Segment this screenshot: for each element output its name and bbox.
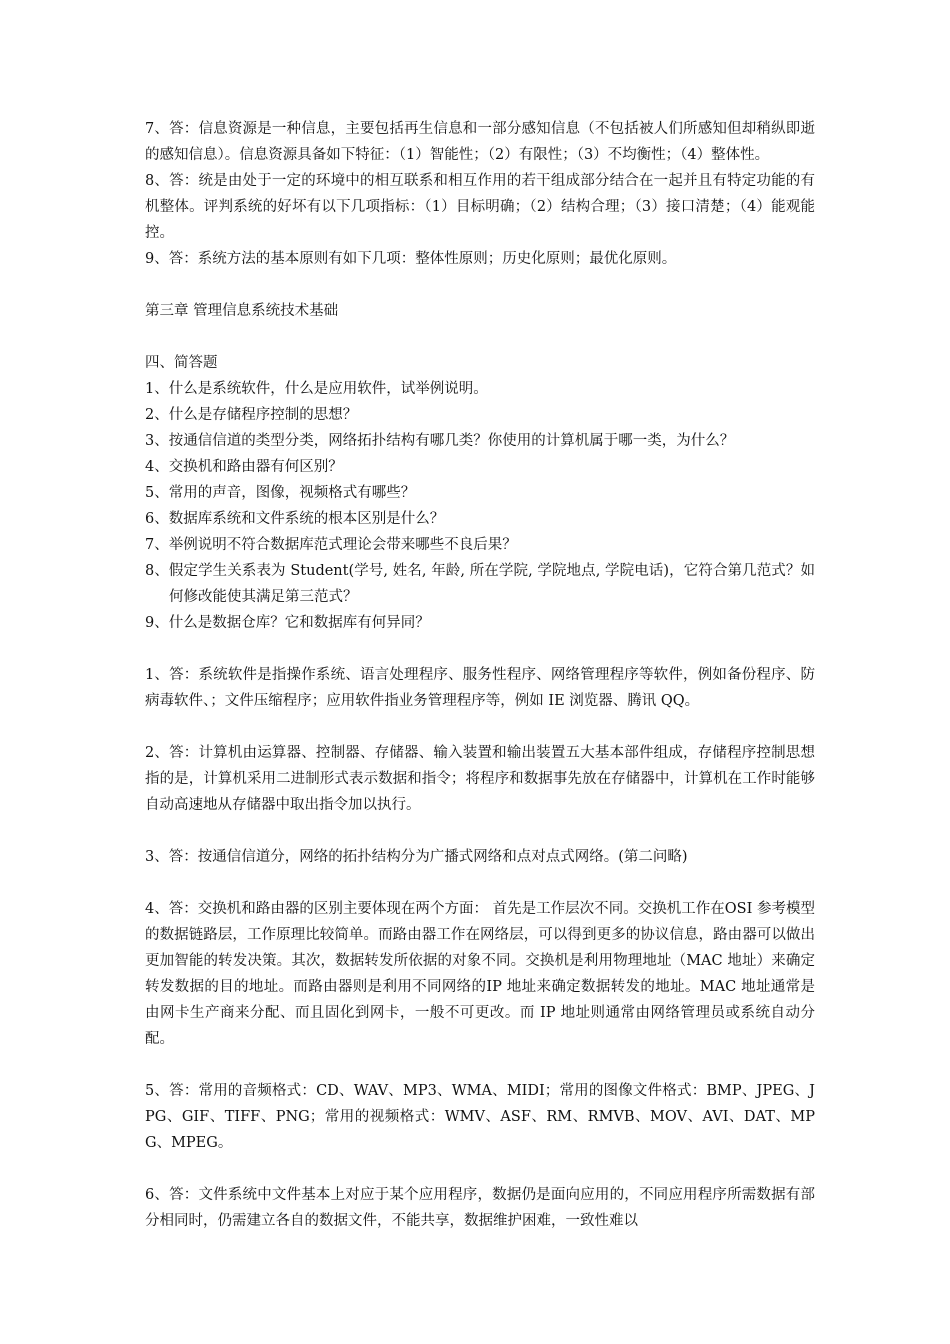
question-9: 9、什么是数据仓库？它和数据库有何异同？ xyxy=(145,615,430,631)
spacer xyxy=(145,870,815,896)
answer-5: 5、答：常用的音频格式：CD、WAV、MP3、WMA、MIDI；常用的图像文件格式：BMP、JPEG、JPG、GIF、TIFF、PNG；常用的视频格式：WMV、ASF、RM、RMVB、MOV、AVI、DAT、MPG、MPEG。 xyxy=(145,1083,815,1151)
chapter-title: 第三章 管理信息系统技术基础 xyxy=(145,303,339,319)
spacer xyxy=(145,324,815,350)
question-5: 5、常用的声音，图像，视频格式有哪些？ xyxy=(145,485,416,501)
answer-2: 2、答：计算机由运算器、控制器、存储器、输入装置和输出装置五大基本部件组成，存储程序控制思想指的是，计算机采用二进制形式表示数据和指令；将程序和数据事先放在存储器中，计算机在工作时能够自动高速地从存储器中取出指令加以执行。 xyxy=(145,745,815,813)
question-4: 4、交换机和路由器有何区别？ xyxy=(145,459,343,475)
spacer xyxy=(145,1156,815,1182)
answer-1: 1、答：系统软件是指操作系统、语言处理程序、服务性程序、网络管理程序等软件，例如备份程序、防病毒软件、；文件压缩程序；应用软件指业务管理程序等，例如 IE 浏览器、腾讯 QQ。 xyxy=(145,667,815,709)
question-6: 6、数据库系统和文件系统的根本区别是什么？ xyxy=(145,511,445,527)
question-2: 2、什么是存储程序控制的思想？ xyxy=(145,407,358,423)
spacer xyxy=(145,818,815,844)
question-3: 3、按通信信道的类型分类，网络拓扑结构有哪几类？你使用的计算机属于哪一类，为什么？ xyxy=(145,433,735,449)
spacer xyxy=(145,714,815,740)
question-8: 8、假定学生关系表为 Student(学号, 姓名, 年龄, 所在学院, 学院地点, 学院电话)，它符合第几范式？如何修改能使其满足第三范式？ xyxy=(145,563,815,605)
answer-7: 7、答：信息资源是一种信息，主要包括再生信息和一部分感知信息（不包括被人们所感知但却稍纵即逝的感知信息）。信息资源具备如下特征：（1）智能性；（2）有限性；（3）不均衡性；（4）整体性。 xyxy=(145,121,815,163)
answer-3: 3、答：按通信信道分，网络的拓扑结构分为广播式网络和点对点式网络。(第二问略) xyxy=(145,849,688,865)
question-7: 7、举例说明不符合数据库范式理论会带来哪些不良后果？ xyxy=(145,537,517,553)
section-title: 四、简答题 xyxy=(145,355,218,371)
spacer xyxy=(145,1052,815,1078)
answer-8: 8、答：统是由处于一定的环境中的相互联系和相互作用的若干组成部分结合在一起并且有特定功能的有机整体。评判系统的好坏有以下几项指标：（1）目标明确；（2）结构合理；（3）接口清楚；（4）能观能控。 xyxy=(145,173,815,241)
answer-9: 9、答：系统方法的基本原则有如下几项：整体性原则；历史化原则；最优化原则。 xyxy=(145,251,677,267)
answer-4: 4、答：交换机和路由器的区别主要体现在两个方面： 首先是工作层次不同。交换机工作在OSI 参考模型的数据链路层，工作原理比较简单。而路由器工作在网络层，可以得到更多的协议信息，路由器可以做出更加智能的转发决策。其次，数据转发所依据的对象不同。交换机是利用物理地址（MAC 地址）来确定转发数据的目的地址。而路由器则是利用不同网络的IP 地址来确定数据转发的地址。MAC 地址通常是由网卡生产商来分配、而且固化到网卡，一般不可更改。而 IP 地址则通常由网络管理员或系统自动分配。 xyxy=(145,901,815,1047)
spacer xyxy=(145,636,815,662)
answer-6: 6、答：文件系统中文件基本上对应于某个应用程序，数据仍是面向应用的，不同应用程序所需数据有部分相同时，仍需建立各自的数据文件，不能共享，数据维护困难，一致性难以 xyxy=(145,1187,815,1229)
document-body xyxy=(145,116,815,1234)
spacer xyxy=(145,272,815,298)
question-1: 1、什么是系统软件，什么是应用软件，试举例说明。 xyxy=(145,381,488,397)
